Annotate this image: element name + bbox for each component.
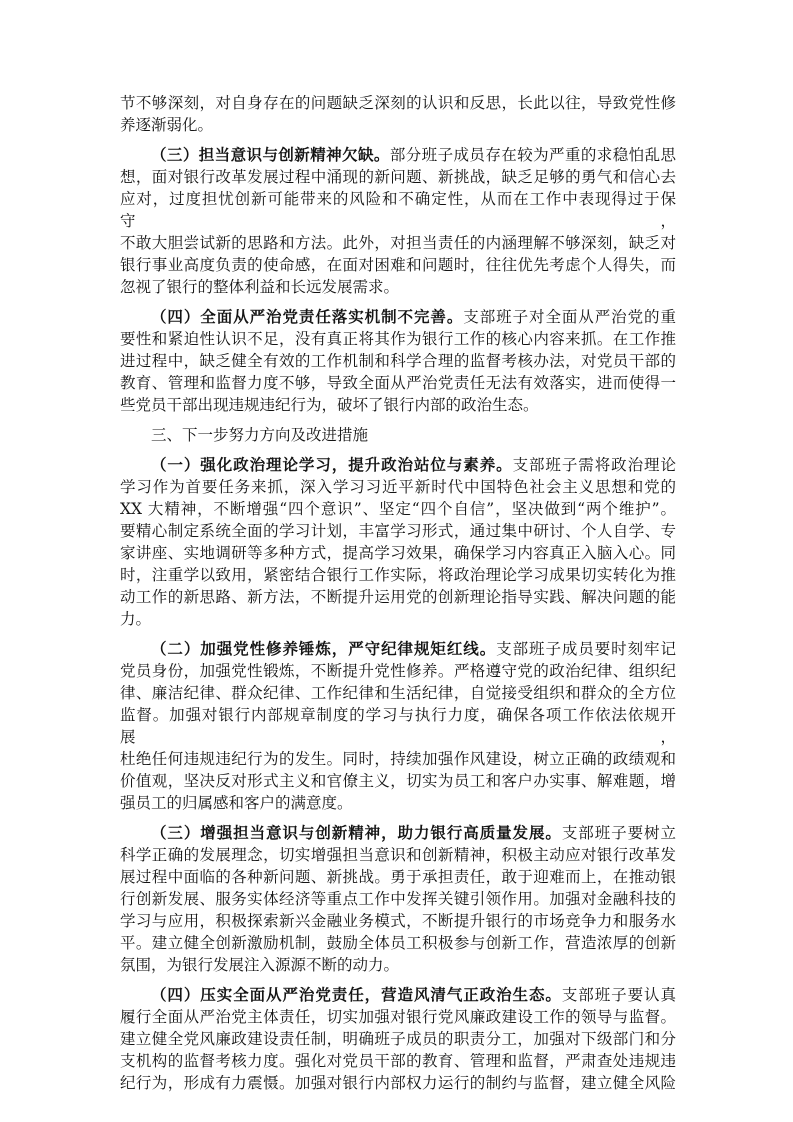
text-line — [120, 306, 676, 328]
text-line — [120, 910, 676, 932]
text-line — [120, 866, 676, 888]
text-line — [120, 454, 676, 476]
paragraph-lead-title: （二）加强党性修养锤炼，严守纪律规矩红线。 — [151, 639, 497, 658]
line-text: 家讲座、实地调研等多种方式，提高学习效果，确保学习内容真正入脑入心。同 — [120, 544, 676, 562]
line-text: 忽视了银行的整体利益和长远发展需求。 — [120, 278, 400, 296]
text-line — [120, 232, 676, 254]
line-text: 建立健全党风廉政建设责任制，明确班子成员的职责分工，加强对下级部门和分 — [120, 1030, 676, 1048]
line-text: 节不够深刻，对自身存在的问题缺乏深刻的认识和反思，长此以往，导致党性修 — [120, 94, 676, 112]
line-text: 监督。加强对银行内部规章制度的学习与执行力度，确保各项工作依法依规开展， — [120, 706, 676, 746]
line-text: 杜绝任何违规违纪行为的发生。同时，持续加强作风建设，树立正确的政绩观和 — [120, 750, 676, 768]
paragraph-lead-title: （四）全面从严治党责任落实机制不完善。 — [151, 307, 464, 326]
text-line — [120, 682, 676, 704]
text-line — [120, 520, 676, 542]
text-line — [120, 188, 676, 232]
line-text: 支机构的监督考核力度。强化对党员干部的教育、管理和监督，严肃查处违规违 — [120, 1052, 676, 1070]
line-text: 力。 — [120, 610, 152, 628]
text-line — [120, 770, 676, 792]
text-line — [120, 92, 676, 114]
line-text: 支部班子要树立 — [561, 824, 676, 842]
paragraph — [120, 454, 676, 630]
text-line — [120, 114, 676, 136]
line-text: 想，面对银行改革发展过程中涌现的新问题、新挑战，缺乏足够的勇气和信心去 — [120, 168, 676, 186]
text-line — [120, 932, 676, 954]
text-line — [120, 748, 676, 770]
paragraph — [120, 92, 676, 136]
paragraph-lead-title: （三）增强担当意识与创新精神，助力银行高质量发展。 — [151, 823, 562, 842]
line-text: 支部班子对全面从严治党的重 — [463, 308, 676, 326]
text-line — [120, 394, 676, 416]
text-line — [120, 498, 676, 520]
text-line — [120, 424, 676, 446]
line-text: 律、廉洁纪律、群众纪律、工作纪律和生活纪律，自觉接受组织和群众的全方位 — [120, 684, 676, 702]
text-line — [120, 822, 676, 844]
paragraph-lead-title: （一）强化政治理论学习，提升政治站位与素养。 — [151, 455, 513, 474]
text-line — [120, 608, 676, 630]
line-text: 部分班子成员存在较为严重的求稳怕乱思 — [389, 146, 676, 164]
line-text: 价值观，坚决反对形式主义和官僚主义，切实为员工和客户办实事、解难题，增 — [120, 772, 676, 790]
text-line — [120, 888, 676, 910]
line-text: 应对，过度担忧创新可能带来的风险和不确定性，从而在工作中表现得过于保守， — [120, 190, 676, 230]
line-text: 党员身份，加强党性锻炼，不断提升党性修养。严格遵守党的政治纪律、组织纪 — [120, 662, 676, 680]
paragraph — [120, 638, 676, 814]
text-line — [120, 638, 676, 660]
text-line — [120, 586, 676, 608]
line-text: 养逐渐弱化。 — [120, 116, 214, 134]
line-text: 支部班子成员要时刻牢记 — [496, 640, 676, 658]
text-line — [120, 1072, 676, 1094]
text-line — [120, 144, 676, 166]
text-line — [120, 792, 676, 814]
paragraph — [120, 984, 676, 1094]
line-text: 时，注重学以致用，紧密结合银行工作实际，将政治理论学习成果切实转化为推 — [120, 566, 676, 584]
text-line — [120, 476, 676, 498]
text-line — [120, 1006, 676, 1028]
document-body — [120, 92, 676, 1102]
text-line — [120, 254, 676, 276]
line-text: 要精心制定系统全面的学习计划，丰富学习形式，通过集中研讨、个人自学、专 — [120, 522, 676, 540]
line-text: 履行全面从严治党主体责任，切实加强对银行党风廉政建设工作的领导与监督。 — [120, 1008, 676, 1026]
text-line — [120, 954, 676, 976]
text-line — [120, 166, 676, 188]
line-text: 些党员干部出现违规违纪行为，破坏了银行内部的政治生态。 — [120, 396, 539, 414]
line-text: 平。建立健全创新激励机制，鼓励全体员工积极参与创新工作，营造浓厚的创新 — [120, 934, 676, 952]
line-text: 银行事业高度负责的使命感，在面对困难和问题时，往往优先考虑个人得失，而 — [120, 256, 676, 274]
paragraph-lead-title: （三）担当意识与创新精神欠缺。 — [151, 145, 390, 164]
line-text: 进过程中，缺乏健全有效的工作机制和科学合理的监督考核办法，对党员干部的 — [120, 352, 676, 370]
text-line — [120, 1050, 676, 1072]
text-line — [120, 542, 676, 564]
text-line — [120, 372, 676, 394]
line-text: 动工作的新思路、新方法，不断提升运用党的创新理论指导实践、解决问题的能 — [120, 588, 676, 606]
text-line — [120, 844, 676, 866]
line-text: XX 大精神，不断增强“四个意识”、坚定“四个自信”，坚决做到“两个维护”。 — [120, 500, 676, 518]
line-text: 要性和紧迫性认识不足，没有真正将其作为银行工作的核心内容来抓。在工作推 — [120, 330, 676, 348]
text-line — [120, 984, 676, 1006]
text-line — [120, 1028, 676, 1050]
text-line — [120, 328, 676, 350]
line-text: 展过程中面临的各种新问题、新挑战。勇于承担责任，敢于迎难而上，在推动银 — [120, 868, 676, 886]
text-line — [120, 704, 676, 748]
line-text: 行创新发展、服务实体经济等重点工作中发挥关键引领作用。加强对金融科技的 — [120, 890, 676, 908]
paragraph — [120, 306, 676, 416]
line-text: 学习作为首要任务来抓，深入学习习近平新时代中国特色社会主义思想和党的 — [120, 478, 676, 496]
line-text: 纪行为，形成有力震慑。加强对银行内部权力运行的制约与监督，建立健全风险 — [120, 1074, 676, 1092]
line-text: 强员工的归属感和客户的满意度。 — [120, 794, 353, 812]
line-text: 不敢大胆尝试新的思路和方法。此外，对担当责任的内涵理解不够深刻，缺乏对 — [120, 234, 676, 252]
section-heading — [120, 424, 676, 446]
text-line — [120, 276, 676, 298]
line-text: 氛围，为银行发展注入源源不断的动力。 — [120, 956, 400, 974]
line-text: 支部班子要认真 — [561, 986, 676, 1004]
line-text: 支部班子需将政治理论 — [512, 456, 676, 474]
line-text: 科学正确的发展理念，切实增强担当意识和创新精神，积极主动应对银行改革发 — [120, 846, 676, 864]
line-text: 教育、管理和监督力度不够，导致全面从严治党责任无法有效落实，进而使得一 — [120, 374, 676, 392]
paragraph — [120, 144, 676, 298]
line-text: 学习与应用，积极探索新兴金融业务模式，不断提升银行的市场竞争力和服务水 — [120, 912, 676, 930]
paragraph-lead-title: （四）压实全面从严治党责任，营造风清气正政治生态。 — [151, 985, 562, 1004]
text-line — [120, 350, 676, 372]
paragraph — [120, 822, 676, 976]
text-line — [120, 660, 676, 682]
heading-text: 三、下一步努力方向及改进措施 — [151, 426, 369, 444]
text-line — [120, 564, 676, 586]
